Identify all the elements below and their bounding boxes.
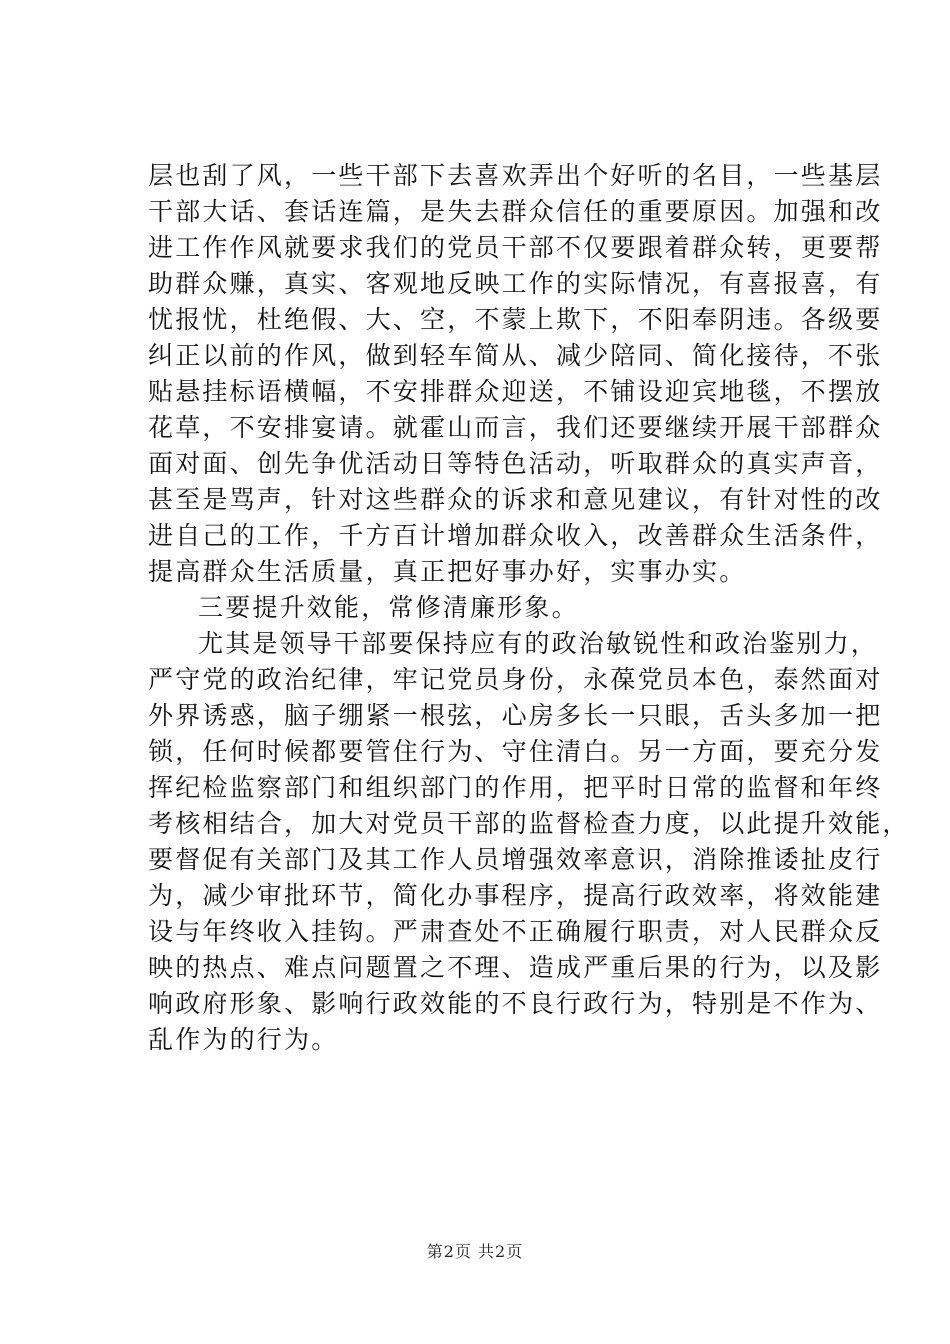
body-text [148,158,910,1058]
text-line: 提高群众生活质量，真正把好事办好，实事办实。 [148,557,747,586]
text-line: 考核相结合，加大对党员干部的监督检查力度，以此提升效能， [148,809,910,838]
text-line: 响政府形象、影响行政效能的不良行政行为，特别是不作为、 [148,989,883,1018]
text-line: 为，减少审批环节，简化办事程序，提高行政效率，将效能建 [148,881,883,910]
text-line: 花草，不安排宴请。就霍山而言，我们还要继续开展干部群众 [148,413,883,442]
text-line: 挥纪检监察部门和组织部门的作用，把平时日常的监督和年终 [148,773,883,802]
text-line: 面对面、创先争优活动日等特色活动，听取群众的真实声音， [148,449,883,478]
text-line: 外界诱惑，脑子绷紧一根弦，心房多长一只眼，舌头多加一把 [148,701,883,730]
text-line: 贴悬挂标语横幅，不安排群众迎送，不铺设迎宾地毯，不摆放 [148,377,883,406]
text-line: 进工作作风就要求我们的党员干部不仅要跟着群众转，更要帮 [148,233,883,262]
text-line: 纠正以前的作风，做到轻车简从、减少陪同、简化接待，不张 [148,341,883,370]
text-line: 层也刮了风，一些干部下去喜欢弄出个好听的名目，一些基层 [148,161,883,190]
text-line: 尤其是领导干部要保持应有的政治敏锐性和政治鉴别力， [198,629,879,658]
text-line: 进自己的工作，千方百计增加群众收入，改善群众生活条件， [148,521,883,550]
text-line: 锁，任何时候都要管住行为、守住清白。另一方面，要充分发 [148,737,883,766]
text-line: 忧报忧，杜绝假、大、空，不蒙上欺下，不阳奉阴违。各级要 [148,305,883,334]
text-line: 映的热点、难点问题置之不理、造成严重后果的行为，以及影 [148,953,883,982]
text-line: 设与年终收入挂钩。严肃查处不正确履行职责，对人民群众反 [148,917,883,946]
text-line: 严守党的政治纪律，牢记党员身份，永葆党员本色，泰然面对 [148,665,883,694]
text-line: 要督促有关部门及其工作人员增强效率意识，消除推诿扯皮行 [148,845,883,874]
text-line: 乱作为的行为。 [148,1025,339,1054]
text-line: 助群众赚，真实、客观地反映工作的实际情况，有喜报喜，有 [148,269,883,298]
section-heading: 三要提升效能，常修清廉形象。 [198,593,579,622]
page-number-footer: 第2页 共2页 [426,1242,524,1261]
text-line: 甚至是骂声，针对这些群众的诉求和意见建议，有针对性的改 [148,485,883,514]
text-line: 干部大话、套话连篇，是失去群众信任的重要原因。加强和改 [148,197,883,226]
